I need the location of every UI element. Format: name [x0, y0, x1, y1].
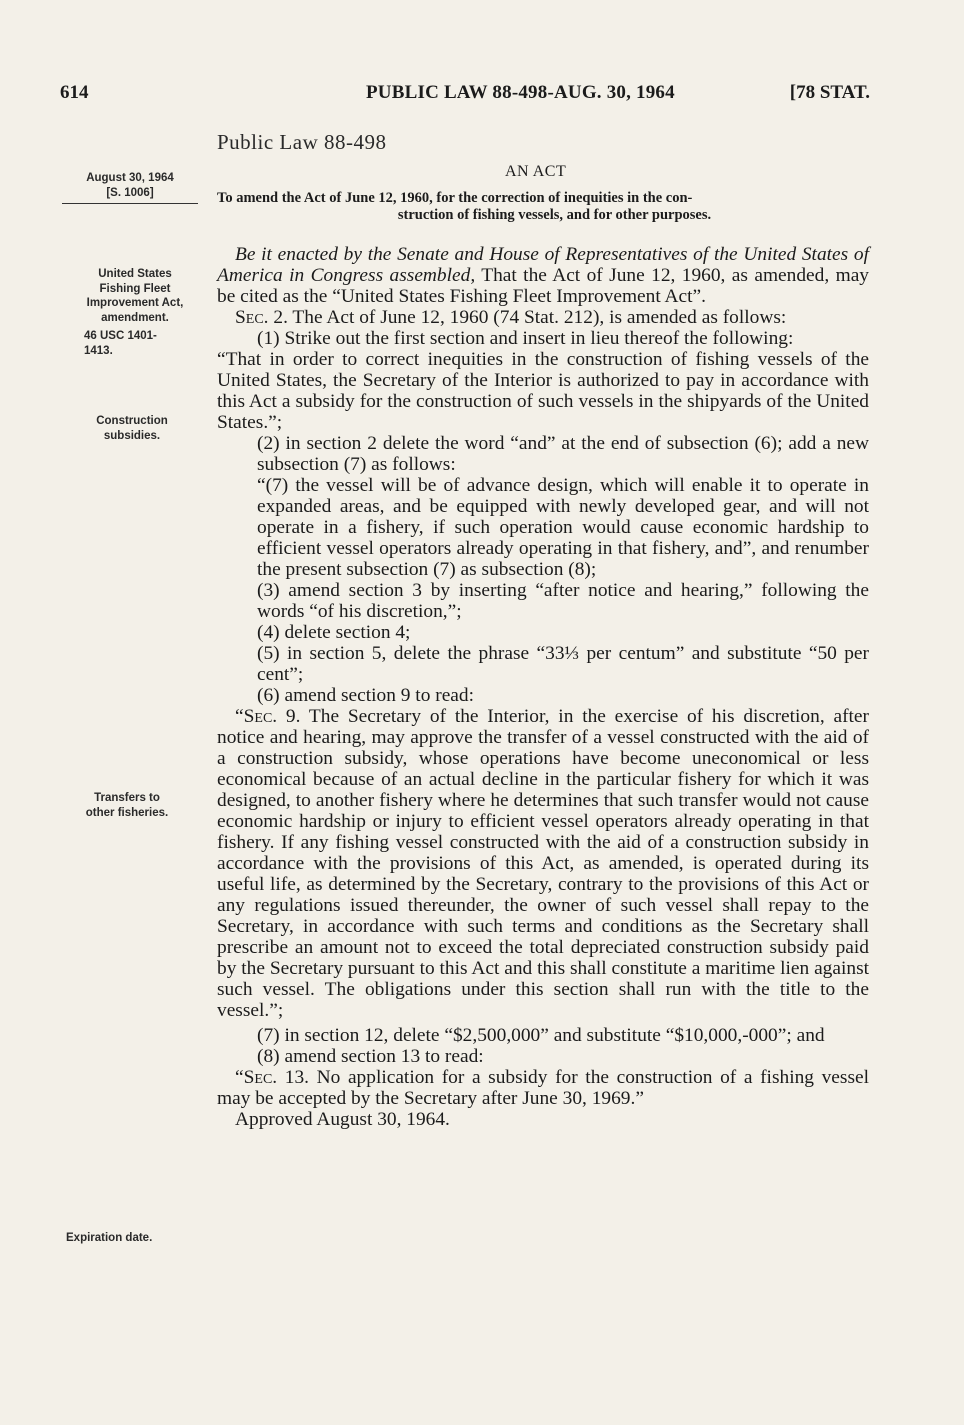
margin-construction-line: Construction	[96, 415, 168, 427]
section-2-text: The Act of June 12, 1960 (74 Stat. 212), is amended as follows:	[292, 307, 787, 328]
amendment-item-2: (2) in section 2 delete the word “and” at the end of subsection (6); add a new subsection (7) as follows:	[257, 433, 869, 475]
margin-expiration-line: Expiration date.	[66, 1232, 153, 1244]
margin-transfers-line: other fisheries.	[85, 806, 169, 819]
amendment-item-4: (4) delete section 4;	[257, 622, 411, 643]
stat-reference: [78 STAT.	[789, 82, 870, 103]
quoted-subsection-7: “(7) the vessel will be of advance design, which will enable it to operate in expanded areas, and be equipped with newly developed gear, and will not operate in a fishery, if such operation would cause economic hardship to efficient vessel operators already operating in that fishery, and”, and renumber the present subsection (7) as subsection (8);	[257, 475, 869, 580]
public-law-title: Public Law 88-498	[217, 130, 387, 154]
an-act-heading: AN ACT	[505, 163, 567, 180]
page-number: 614	[60, 82, 89, 103]
margin-usc-citation-cont: 1413.	[84, 344, 113, 357]
amendment-item-5: (5) in section 5, delete the phrase “33⅓ per centum” and substitute “50 per cent”;	[257, 643, 869, 685]
margin-divider	[62, 203, 198, 204]
margin-fleet-line: amendment.	[101, 311, 169, 324]
bill-number: [S. 1006]	[106, 186, 154, 199]
purpose-line-1: To amend the Act of June 12, 1960, for the correction of inequities in the con-	[217, 190, 693, 206]
purpose-line-2: struction of fishing vessels, and for other purposes.	[397, 207, 712, 223]
margin-transfers-line: Transfers to	[94, 792, 160, 804]
enactment-date: August 30, 1964	[86, 172, 174, 184]
margin-note-transfers	[62, 791, 192, 820]
enacting-clause	[217, 244, 869, 307]
section-13-text: No application for a subsidy for the construction of a fishing vessel may be accepted by the Secretary after June 30, 1969.”	[217, 1067, 869, 1109]
approval-line: Approved August 30, 1964.	[235, 1109, 450, 1130]
margin-fleet-line: United States	[98, 268, 172, 280]
act-purpose	[217, 190, 872, 224]
margin-construction-line: subsidies.	[103, 429, 161, 442]
margin-note-construction	[62, 414, 202, 443]
margin-fleet-line: Fishing Fleet	[99, 282, 171, 295]
running-title: PUBLIC LAW 88-498-AUG. 30, 1964	[366, 82, 675, 103]
act-body	[217, 244, 869, 1130]
amendment-item-6: (6) amend section 9 to read:	[257, 685, 474, 706]
amendment-item-8: (8) amend section 13 to read:	[257, 1046, 484, 1067]
section-2-label: Sec. 2.	[235, 307, 288, 328]
margin-note-date	[62, 171, 198, 204]
section-13-label: “Sec. 13.	[235, 1067, 309, 1088]
amendment-item-7: (7) in section 12, delete “$2,500,000” and substitute “$10,000,-000”; and	[257, 1025, 825, 1046]
enacting-text: That the Act of June 12, 1960, as amended, may be cited as the “United States Fishing Fleet Improvement Act”.	[217, 265, 869, 307]
page-header	[60, 82, 870, 110]
section-9-label: “Sec. 9.	[235, 706, 301, 727]
quoted-section-13	[217, 1067, 869, 1109]
margin-usc-citation: 46 USC 1401-	[84, 330, 157, 342]
margin-note-expiration	[66, 1231, 206, 1246]
amendment-item-1: (1) Strike out the first section and insert in lieu thereof the following:	[257, 328, 794, 349]
margin-fleet-line: Improvement Act,	[86, 297, 184, 309]
amendment-item-3: (3) amend section 3 by inserting “after notice and hearing,” following the words “of his discretion,”;	[257, 580, 869, 622]
quoted-first-section: “That in order to correct inequities in the construction of fishing vessels of the United States, the Secretary of the Interior is authorized to pay in accordance with this Act a subsidy for the construction of such vessels in the shipyards of the United States.”;	[217, 349, 869, 433]
enacting-formula: Be it enacted by the Senate and House of Representatives of the United States of America in Congress assembled,	[217, 244, 869, 286]
section-2	[217, 307, 869, 328]
quoted-section-9	[217, 706, 869, 1021]
section-9-text: The Secretary of the Interior, in the exercise of his discretion, after notice and hearing, may approve the transfer of a vessel constructed with the aid of a construction subsidy, whose operations have become uneconomical or less economical because of an actual decline in the particular fishery for which it was designed, to another fishery where he determines that such transfer would not cause economic hardship or injury to efficient vessel operators already operating in that fishery. If any fishing vessel constructed with the aid of a construction subsidy in accordance with the provisions of this Act, as amended, is operated during its useful life, as determined by the Secretary, contrary to the provisions of this Act or any regulations issued thereunder, the owner of such vessel shall repay to the Secretary, in accordance with such terms and conditions as the Secretary shall prescribe an amount not to exceed the total depreciated construction subsidy paid by the Secretary pursuant to this Act and this shall constitute a maritime lien against such vessel. The obligations under this section shall run with the title to the vessel.”;	[217, 706, 869, 1021]
margin-note-fleet-act	[70, 267, 200, 358]
